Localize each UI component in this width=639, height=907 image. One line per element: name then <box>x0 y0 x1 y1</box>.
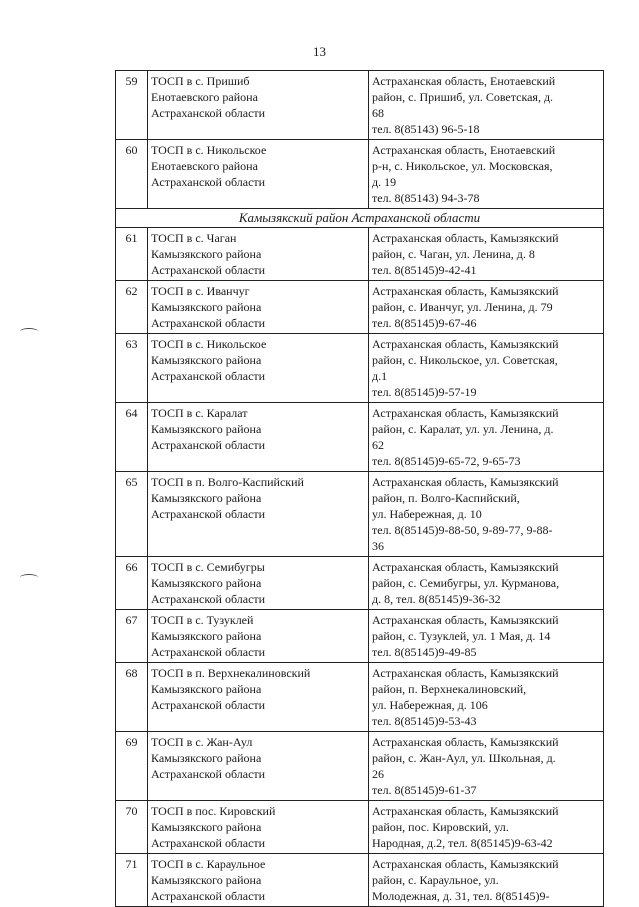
office-name-line: ТОСП в с. Караульное <box>151 857 266 871</box>
office-address-line: ул. Набережная, д. 10 <box>372 507 482 521</box>
row-number: 64 <box>116 403 148 472</box>
office-name-line: ТОСП в с. Иванчуг <box>151 284 250 298</box>
office-address-cell <box>369 663 604 732</box>
office-address-line: Астраханская область, Камызякский <box>372 475 559 489</box>
office-address-line: Астраханская область, Камызякский <box>372 613 559 627</box>
office-address-line: тел. 8(85145)9-67-46 <box>372 316 477 330</box>
office-name-line: Камызякского района <box>151 873 262 887</box>
table-body-kamyzyak <box>116 228 604 907</box>
office-address-line: район, с. Никольское, ул. Советская, <box>372 353 558 367</box>
table-row <box>116 71 604 140</box>
office-name-line: ТОСП в с. Никольское <box>151 143 267 157</box>
office-name-cell <box>148 610 369 663</box>
row-number: 70 <box>116 801 148 854</box>
section-row <box>116 209 604 228</box>
row-number: 65 <box>116 472 148 557</box>
scan-mark-top <box>20 328 38 335</box>
office-address-cell <box>369 228 604 281</box>
office-name-cell <box>148 334 369 403</box>
office-name-cell <box>148 281 369 334</box>
office-address-line: район, с. Жан-Аул, ул. Школьная, д. <box>372 751 556 765</box>
office-address-line: Астраханская область, Камызякский <box>372 735 559 749</box>
table-row <box>116 610 604 663</box>
office-name-line: ТОСП в п. Верхнекалиновский <box>151 666 311 680</box>
office-name-line: ТОСП в с. Пришиб <box>151 74 250 88</box>
row-number: 62 <box>116 281 148 334</box>
page-number: 13 <box>313 44 326 59</box>
office-name-line: Камызякского района <box>151 576 262 590</box>
table-row <box>116 732 604 801</box>
table-row <box>116 281 604 334</box>
office-name-line: Камызякского района <box>151 300 262 314</box>
office-name-cell <box>148 557 369 610</box>
row-number: 61 <box>116 228 148 281</box>
table-row <box>116 854 604 907</box>
office-address-line: Астраханская область, Камызякский <box>372 337 559 351</box>
office-name-line: Астраханской области <box>151 507 266 521</box>
row-number: 60 <box>116 140 148 209</box>
office-name-line: Камызякского района <box>151 247 262 261</box>
table-row <box>116 403 604 472</box>
office-address-line: район, с. Семибугры, ул. Курманова, <box>372 576 560 590</box>
office-name-line: Астраханской области <box>151 767 266 781</box>
office-name-line: Камызякского района <box>151 820 262 834</box>
office-address-line: Астраханская область, Камызякский <box>372 857 559 871</box>
office-address-line: тел. 8(85143) 94-3-78 <box>372 191 480 205</box>
section-title: Камызякский район Астраханской области <box>116 209 604 228</box>
row-number: 69 <box>116 732 148 801</box>
office-address-line: тел. 8(85145)9-57-19 <box>372 385 477 399</box>
office-name-line: ТОСП в с. Никольское <box>151 337 267 351</box>
office-address-line: 62 <box>372 438 384 452</box>
row-number: 59 <box>116 71 148 140</box>
office-address-line: тел. 8(85143) 96-5-18 <box>372 122 480 136</box>
office-name-line: ТОСП в с. Семибугры <box>151 560 265 574</box>
office-name-line: Астраханской области <box>151 316 266 330</box>
office-address-line: район, с. Чаган, ул. Ленина, д. 8 <box>372 247 535 261</box>
office-address-line: 68 <box>372 106 384 120</box>
office-address-cell <box>369 472 604 557</box>
office-address-cell <box>369 557 604 610</box>
office-address-line: Народная, д.2, тел. 8(85145)9-63-42 <box>372 836 553 850</box>
office-name-line: Астраханской области <box>151 263 266 277</box>
office-name-line: Астраханской области <box>151 592 266 606</box>
table-row <box>116 557 604 610</box>
office-address-line: Астраханская область, Камызякский <box>372 560 559 574</box>
office-address-line: район, пос. Кировский, ул. <box>372 820 509 834</box>
office-address-line: 36 <box>372 539 384 553</box>
office-address-line: ул. Набережная, д. 106 <box>372 698 488 712</box>
office-name-line: Камызякского района <box>151 751 262 765</box>
office-address-cell <box>369 854 604 907</box>
table-row <box>116 140 604 209</box>
office-address-cell <box>369 610 604 663</box>
table-row <box>116 801 604 854</box>
office-address-line: район, с. Пришиб, ул. Советская, д. <box>372 90 554 104</box>
office-address-line: район, с. Каралат, ул. ул. Ленина, д. <box>372 422 554 436</box>
office-name-line: Астраханской области <box>151 438 266 452</box>
office-address-line: Астраханская область, Камызякский <box>372 284 559 298</box>
office-name-line: Астраханской области <box>151 369 266 383</box>
office-name-cell <box>148 801 369 854</box>
office-name-cell <box>148 71 369 140</box>
office-name-line: Астраханской области <box>151 889 266 903</box>
office-name-line: Астраханской области <box>151 698 266 712</box>
office-address-cell <box>369 801 604 854</box>
office-address-line: Молодежная, д. 31, тел. 8(85145)9- <box>372 889 550 903</box>
office-name-line: Астраханской области <box>151 175 266 189</box>
office-address-line: тел. 8(85145)9-61-37 <box>372 783 477 797</box>
office-address-line: тел. 8(85145)9-49-85 <box>372 645 477 659</box>
office-name-cell <box>148 140 369 209</box>
office-name-cell <box>148 854 369 907</box>
office-address-line: район, с. Караульное, ул. <box>372 873 499 887</box>
row-number: 63 <box>116 334 148 403</box>
office-name-line: Камызякского района <box>151 491 262 505</box>
row-number: 66 <box>116 557 148 610</box>
office-address-line: д.1 <box>372 369 388 383</box>
office-address-cell <box>369 732 604 801</box>
office-address-cell <box>369 334 604 403</box>
office-name-cell <box>148 663 369 732</box>
office-address-line: район, п. Верхнекалиновский, <box>372 682 527 696</box>
office-address-cell <box>369 71 604 140</box>
office-name-line: Енотаевского района <box>151 90 258 104</box>
office-name-line: Камызякского района <box>151 422 262 436</box>
row-number: 68 <box>116 663 148 732</box>
office-name-line: Камызякского района <box>151 629 262 643</box>
office-address-cell <box>369 403 604 472</box>
row-number: 67 <box>116 610 148 663</box>
office-name-line: ТОСП в с. Чаган <box>151 231 237 245</box>
office-name-cell <box>148 472 369 557</box>
office-address-line: 26 <box>372 767 384 781</box>
table-row <box>116 334 604 403</box>
office-address-line: тел. 8(85145)9-88-50, 9-89-77, 9-88- <box>372 523 553 537</box>
office-address-line: Астраханская область, Камызякский <box>372 804 559 818</box>
office-address-line: Астраханская область, Камызякский <box>372 666 559 680</box>
office-address-line: тел. 8(85145)9-65-72, 9-65-73 <box>372 454 521 468</box>
office-address-cell <box>369 140 604 209</box>
table-row <box>116 472 604 557</box>
office-name-line: ТОСП в п. Волго-Каспийский <box>151 475 304 489</box>
office-name-line: ТОСП в с. Жан-Аул <box>151 735 253 749</box>
office-address-line: Астраханская область, Камызякский <box>372 406 559 420</box>
office-name-cell <box>148 732 369 801</box>
office-name-cell <box>148 228 369 281</box>
office-name-line: ТОСП в с. Каралат <box>151 406 248 420</box>
office-name-line: Астраханской области <box>151 645 266 659</box>
office-address-line: тел. 8(85145)9-53-43 <box>372 714 477 728</box>
office-name-line: Камызякского района <box>151 353 262 367</box>
office-address-line: район, с. Тузуклей, ул. 1 Мая, д. 14 <box>372 629 551 643</box>
office-name-line: ТОСП в пос. Кировский <box>151 804 276 818</box>
office-name-line: ТОСП в с. Тузуклей <box>151 613 254 627</box>
office-name-line: Енотаевского района <box>151 159 258 173</box>
offices-table <box>115 70 604 907</box>
office-address-line: тел. 8(85145)9-42-41 <box>372 263 477 277</box>
table-row <box>116 663 604 732</box>
office-name-cell <box>148 403 369 472</box>
office-address-line: Астраханская область, Камызякский <box>372 231 559 245</box>
office-address-line: Астраханская область, Енотаевский <box>372 74 556 88</box>
table-row <box>116 228 604 281</box>
office-address-line: район, п. Волго-Каспийский, <box>372 491 520 505</box>
table-body-enotaevsky <box>116 71 604 209</box>
scan-mark-bottom <box>20 574 38 581</box>
table-section <box>116 209 604 228</box>
office-address-cell <box>369 281 604 334</box>
office-address-line: Астраханская область, Енотаевский <box>372 143 556 157</box>
office-address-line: д. 8, тел. 8(85145)9-36-32 <box>372 592 501 606</box>
office-name-line: Астраханской области <box>151 836 266 850</box>
office-name-line: Астраханской области <box>151 106 266 120</box>
office-address-line: д. 19 <box>372 175 397 189</box>
office-address-line: р-н, с. Никольское, ул. Московская, <box>372 159 553 173</box>
row-number: 71 <box>116 854 148 907</box>
office-name-line: Камызякского района <box>151 682 262 696</box>
office-address-line: район, с. Иванчуг, ул. Ленина, д. 79 <box>372 300 553 314</box>
